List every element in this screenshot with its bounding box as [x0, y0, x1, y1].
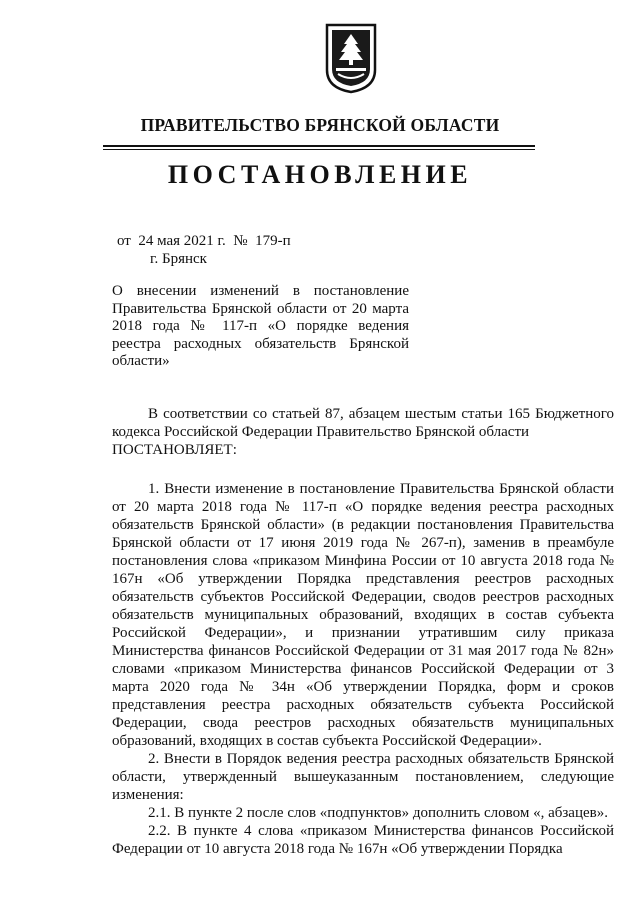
header-rule-thin	[103, 149, 535, 150]
paragraph-item-2-1: 2.1. В пункте 2 после слов «подпунктов» дополнить словом «, абзацев».	[148, 805, 608, 821]
paragraph-item-2-2: 2.2. В пункте 4 слова «приказом Министерства финансов Российской Федерации от 10 августа 2018 года № 167н «Об утверждении Порядка	[112, 823, 614, 857]
document-subject: О внесении изменений в постановление Правительства Брянской области от 20 марта 2018 года № 117-п «О порядке ведения реестра расходных обязательств Брянской области»	[112, 283, 409, 369]
document-city: г. Брянск	[150, 251, 207, 267]
document-date-number: от 24 мая 2021 г. № 179-п	[117, 233, 291, 249]
coat-of-arms-icon	[324, 22, 378, 94]
document-type: ПОСТАНОВЛЕНИЕ	[167, 160, 473, 189]
preamble-paragraph: В соответствии со статьей 87, абзацем шестым статьи 165 Бюджетного кодекса Российской Федерации Правительство Брянской области	[112, 406, 614, 440]
paragraph-item-1: 1. Внести изменение в постановление Правительства Брянской области от 20 марта 2018 года № 117-п «О порядке ведения реестра расходных обязательств Брянской области» (в редакции постановления Правительства Брянской области от 17 июня 2019 года № 267-п), заменив в преамбуле постановления слова «приказом Минфина России от 10 августа 2018 года № 167н «Об утверждении Порядка представления реестров расходных обязательств субъектов Российской Федерации, сводов реестров расходных обязательств муниципальных образований, входящих в состав субъекта Российской Федерации», и признании утратившим силу приказа Министерства финансов Российской Федерации от 31 мая 2017 года № 82н» словами «приказом Министерства финансов Российской Федерации от 3 марта 2020 года № 34н «Об утверждении Порядка, форм и сроков представления реестра расходных обязательств субъекта Российской Федерации, свода реестров расходных обязательств муниципальных образований, входящих в состав субъекта Российской Федерации».	[112, 481, 614, 749]
document-body	[112, 405, 614, 858]
paragraph-item-2: 2. Внести в Порядок ведения реестра расходных обязательств Брянской области, утвержденный вышеуказанным постановлением, следующие изменения:	[112, 751, 614, 803]
resolves-heading: ПОСТАНОВЛЯЕТ:	[112, 442, 237, 458]
header-rule-thick	[103, 145, 535, 147]
organization-name: ПРАВИТЕЛЬСТВО БРЯНСКОЙ ОБЛАСТИ	[140, 115, 500, 135]
